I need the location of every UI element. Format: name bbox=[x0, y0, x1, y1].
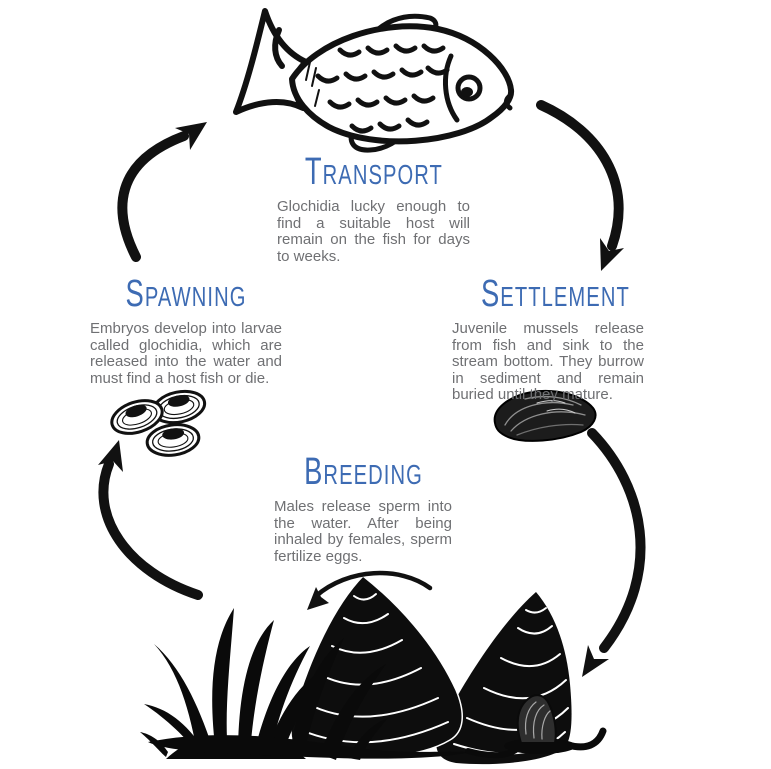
stage-breeding bbox=[274, 453, 452, 565]
stage-breeding-description: Males release sperm into the water. After being inhaled by females, sperm fertilize eggs. bbox=[274, 498, 452, 565]
stage-spawning-title: SPAWNING bbox=[125, 273, 247, 315]
stage-settlement bbox=[452, 275, 644, 404]
stage-spawning bbox=[90, 275, 282, 387]
stage-transport-heading bbox=[277, 153, 470, 191]
arrow-spawning-to-transport-icon bbox=[122, 122, 207, 257]
stage-transport bbox=[277, 153, 470, 265]
stage-transport-description: Glochidia lucky enough to find a suitable host will remain on the fish for days to weeks. bbox=[277, 198, 470, 265]
stage-settlement-title: SETTLEMENT bbox=[480, 273, 630, 315]
stage-transport-title: TRANSPORT bbox=[304, 151, 443, 193]
stage-spawning-description: Embryos develop into larvae called glochidia, which are released into the water and must find a host fish or die. bbox=[90, 320, 282, 387]
streambed-mussels-and-grass-icon bbox=[138, 562, 623, 769]
host-fish-icon bbox=[222, 0, 522, 158]
stage-spawning-heading bbox=[90, 275, 282, 313]
stage-settlement-heading bbox=[452, 275, 644, 313]
glochidia-shells-icon bbox=[93, 383, 218, 463]
fish-pupil bbox=[461, 87, 473, 97]
stage-breeding-title: BREEDING bbox=[303, 451, 423, 493]
stage-breeding-heading bbox=[274, 453, 452, 491]
arrow-transport-to-settlement-icon bbox=[541, 105, 624, 271]
stage-settlement-description: Juvenile mussels release from fish and sink to the stream bottom. They burrow in sediment and remain buried until they mature. bbox=[452, 320, 644, 404]
